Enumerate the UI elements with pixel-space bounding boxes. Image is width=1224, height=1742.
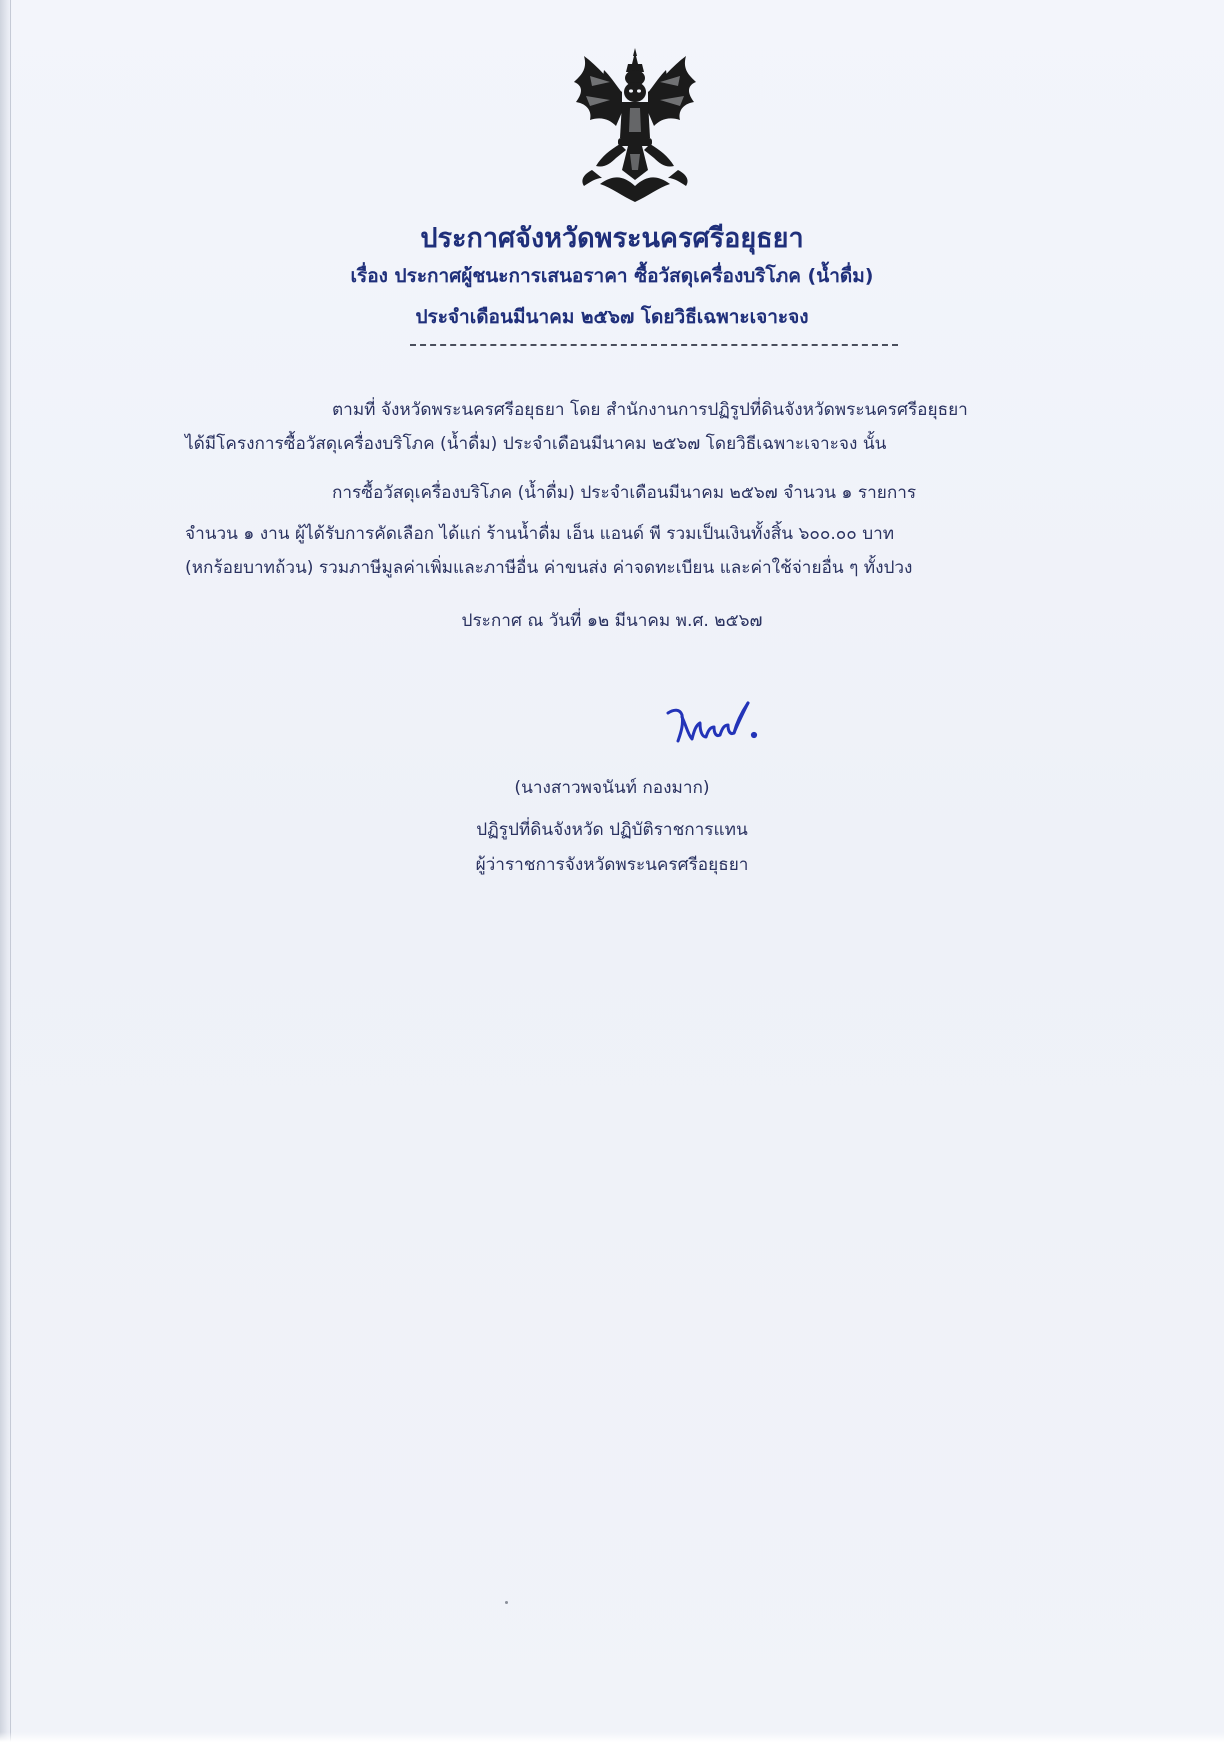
announce-date: ประกาศ ณ วันที่ ๑๒ มีนาคม พ.ศ. ๒๕๖๗ (461, 611, 763, 631)
scan-speck (505, 1601, 508, 1604)
paragraph2-line3: (หกร้อยบาทถ้วน) รวมภาษีมูลค่าเพิ่มและภาษีอื่น ค่าขนส่ง ค่าจดทะเบียน และค่าใช้จ่ายอื่น ๆ ทั้งปวง (185, 558, 913, 578)
garuda-emblem-icon (570, 46, 700, 204)
scan-bottom-edge (0, 1732, 1224, 1742)
signatory-position: ปฏิรูปที่ดินจังหวัด ปฏิบัติราชการแทน (476, 820, 748, 840)
announcement-period: ประจำเดือนมีนาคม ๒๕๖๗ โดยวิธีเฉพาะเจาะจง (415, 306, 809, 328)
signatory-name: (นางสาวพจนันท์ กองมาก) (514, 778, 710, 798)
paragraph2-line2: จำนวน ๑ งาน ผู้ได้รับการคัดเลือก ได้แก่ ร้านน้ำดื่ม เอ็น แอนด์ พี รวมเป็นเงินทั้งสิ้น ๖๐๐.๐๐ บาท (185, 524, 895, 544)
header-divider (410, 344, 898, 346)
paragraph2-line1: การซื้อวัสดุเครื่องบริโภค (น้ำดื่ม) ประจำเดือนมีนาคม ๒๕๖๗ จำนวน ๑ รายการ (332, 483, 917, 503)
paragraph1-line2: ได้มีโครงการซื้อวัสดุเครื่องบริโภค (น้ำดื่ม) ประจำเดือนมีนาคม ๒๕๖๗ โดยวิธีเฉพาะเจาะจง นั้น (185, 434, 887, 454)
announcement-subject: เรื่อง ประกาศผู้ชนะการเสนอราคา ซื้อวัสดุเครื่องบริโภค (น้ำดื่ม) (350, 265, 874, 287)
signatory-on-behalf: ผู้ว่าราชการจังหวัดพระนครศรีอยุธยา (475, 855, 749, 875)
handwritten-signature (664, 695, 760, 747)
announcement-title: ประกาศจังหวัดพระนครศรีอยุธยา (420, 223, 804, 254)
paragraph1-line1: ตามที่ จังหวัดพระนครศรีอยุธยา โดย สำนักงานการปฏิรูปที่ดินจังหวัดพระนครศรีอยุธยา (332, 400, 968, 420)
